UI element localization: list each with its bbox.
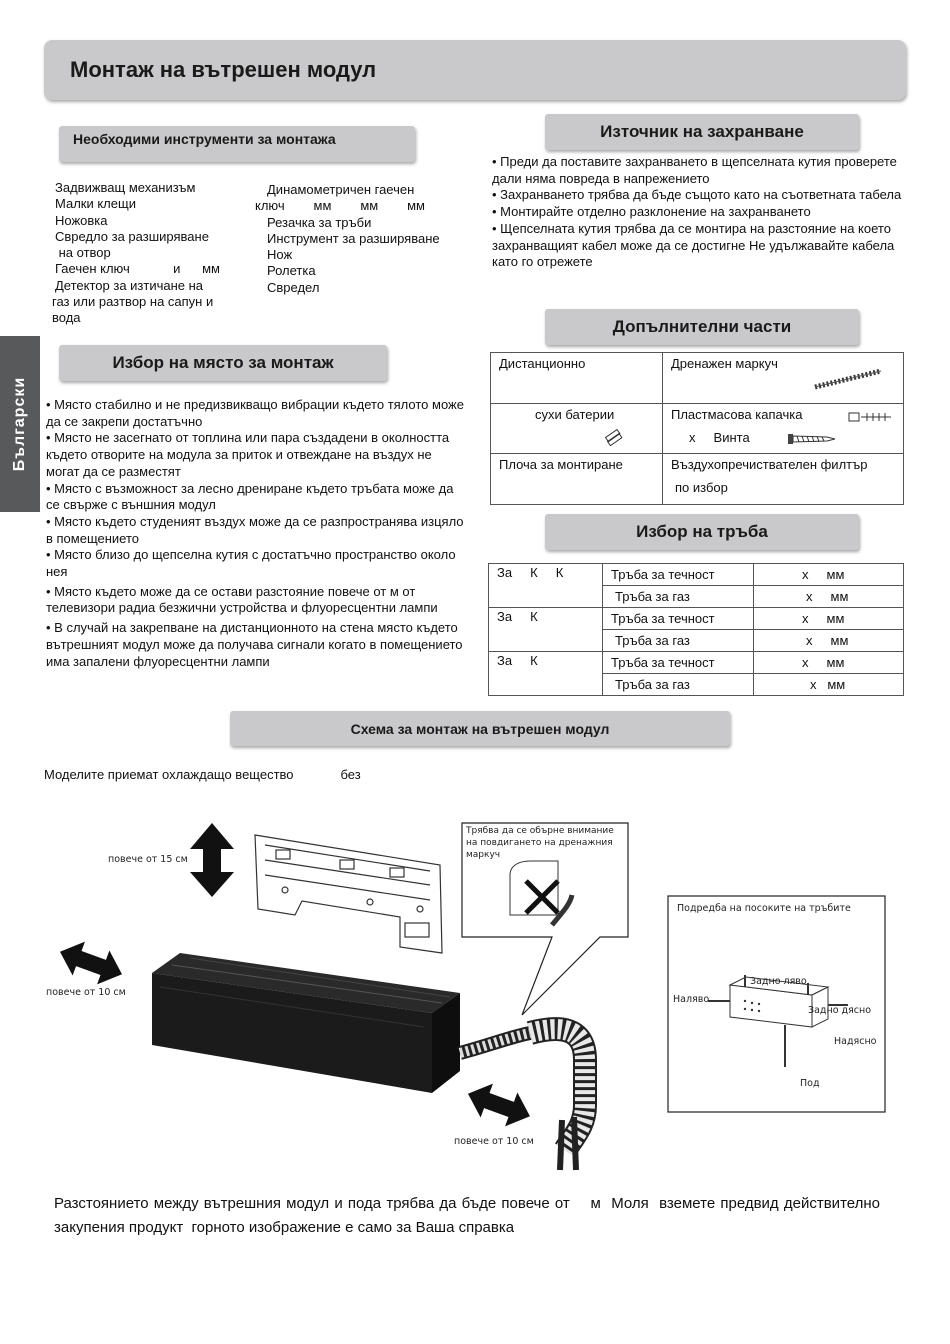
tool-item: газ или разтвор на сапун и — [52, 294, 214, 310]
power-heading — [545, 114, 859, 150]
down-label: Под — [800, 1078, 820, 1089]
drain-note-line: Трябва да се обърне внимание — [466, 826, 614, 836]
pipe-model: За К К — [489, 564, 603, 608]
left-label: Наляво — [673, 994, 710, 1005]
tool-item: Гаечен ключ и мм — [55, 261, 220, 277]
rear-right-label: Задно дясно — [808, 1005, 872, 1016]
page-title: Монтаж на вътрешен модул — [70, 57, 377, 82]
pipe-type: Тръба за течност — [603, 564, 754, 586]
drain-note — [466, 825, 614, 861]
part-label: сухи батерии — [535, 407, 615, 422]
mounting-plate — [255, 835, 442, 953]
part-label: х Винта — [689, 430, 750, 445]
extra-parts-heading — [545, 309, 859, 345]
pipe-size: х мм — [754, 674, 904, 696]
tool-item: на отвор — [55, 245, 111, 261]
part-label: Пластмасова капачка — [671, 407, 803, 422]
refrigerant-note: Моделите приемат охлаждащо вещество без — [44, 767, 361, 782]
pipe-size: х мм — [754, 630, 904, 652]
tools-col-1 — [52, 180, 252, 327]
pipe-type: Тръба за газ — [603, 586, 754, 608]
location-item: • Място където студеният въздух може да се разпространява изцяло в помещението — [46, 513, 464, 546]
tool-item: Ролетка — [267, 263, 316, 279]
pipe-heading — [545, 514, 859, 550]
power-item: • Щепселната кутия трябва да се монтира на разстояние на което захранващият кабел може да се достигне Не удължавайте кабела като го отрежете — [492, 220, 895, 270]
tool-item: ключ мм мм мм — [255, 198, 425, 214]
pipe-direction-title: Подредба на посоките на тръбите — [677, 903, 851, 914]
pipe-type: Тръба за газ — [603, 630, 754, 652]
power-item: • Преди да поставите захранването в щепселната кутия проверете дали няма повреда в напрежението — [492, 154, 897, 186]
bottom-clearance-label: повече от 10 см — [454, 1136, 534, 1147]
pipe-heading-text: Избор на тръба — [636, 522, 768, 541]
location-item: • Място стабилно и не предизвикващо вибрации където тялото може да се закрепи достатъчно — [46, 397, 464, 429]
drain-note-line: маркуч — [466, 850, 501, 860]
tools-heading — [59, 126, 415, 162]
pipe-type: Тръба за газ — [603, 674, 754, 696]
location-heading — [59, 345, 387, 381]
tool-item: Динамометричен гаечен — [267, 182, 415, 197]
bottom-clearance-arrow — [462, 1077, 536, 1133]
pipe-size: х мм — [754, 608, 904, 630]
extra-parts-table — [490, 352, 904, 505]
tools-col-2 — [255, 182, 475, 296]
side-clearance-label: повече от 10 см — [46, 987, 126, 998]
part-label: Въздухопречиствателен филтър — [671, 457, 868, 472]
tool-item: Резачка за тръби — [267, 214, 372, 230]
screw-icon — [787, 432, 837, 446]
tool-item: Свредел — [267, 279, 320, 295]
tool-item: Ножовка — [55, 212, 108, 228]
location-item: • В случай на закрепване на дистанционното на стена място където вътрешният модул може да получава сигнали когато в помещението има запалени флуоресцентни лампи — [46, 620, 463, 669]
pipe-size: х мм — [754, 586, 904, 608]
pipe-model: За К — [489, 608, 603, 652]
location-item: • Място не засегнато от топлина или пара създадени в околността където отворите на модула за приток и отвеждане на въздух не могат да се разместят — [46, 430, 450, 479]
part-cell: Дистанционно — [491, 353, 663, 404]
location-heading-text: Избор на място за монтаж — [112, 353, 334, 372]
battery-icon — [603, 428, 625, 446]
tool-item: Свредло за разширяване — [55, 228, 209, 244]
part-label: Дренажен маркуч — [671, 356, 778, 371]
drain-hose-icon — [813, 367, 885, 391]
power-item: • Монтирайте отделно разклонение на захранването — [492, 204, 811, 220]
pipe-size: х мм — [754, 652, 904, 674]
tools-heading-text: Необходими инструменти за монтажа — [73, 131, 336, 147]
part-cell — [491, 404, 663, 454]
part-cell — [663, 353, 904, 404]
tool-item: Задвижващ механизъм — [55, 180, 196, 195]
pipe-row — [489, 652, 904, 674]
pipe-row — [489, 608, 904, 630]
pipe-row — [489, 564, 904, 586]
scheme-heading — [230, 711, 730, 746]
tool-item: Детектор за изтичане на — [55, 277, 204, 293]
extra-parts-heading-text: Допълнителни части — [612, 317, 792, 336]
part-cell — [663, 404, 904, 454]
title-banner — [44, 40, 906, 100]
tool-item: Инструмент за разширяване — [267, 230, 440, 246]
left-clearance-arrow — [54, 935, 128, 991]
drain-note-line: на повдигането на дренажния — [466, 838, 613, 848]
language-side-tab — [0, 336, 40, 512]
pipe-type: Тръба за течност — [603, 608, 754, 630]
tool-item: Нож — [267, 247, 293, 263]
tool-item: вода — [52, 310, 81, 326]
part-label: по избор — [675, 480, 728, 495]
location-item: • Място с възможност за лесно дрениране където тръбата може да се свърже с външния модул — [46, 480, 454, 513]
power-item: • Захранването трябва да бъде същото като на съответната табела — [492, 187, 902, 203]
part-cell — [663, 454, 904, 505]
footer-note: Разстоянието между вътрешния модул и пода трябва да бъде повече от м Моля вземете предвид действително закупения продукт горното изображение е само за Ваша справка — [54, 1195, 885, 1236]
power-heading-text: Източник на захранване — [600, 122, 804, 141]
right-label: Надясно — [834, 1036, 877, 1047]
location-item: • Място където може да се остави разстояние повече от м от телевизори радиа безжични устройства и флуоресцентни лампи — [46, 583, 438, 616]
power-list — [492, 154, 904, 271]
indoor-unit-illustration — [152, 953, 460, 1093]
pipe-model: За К — [489, 652, 603, 696]
scheme-heading-text: Схема за монтаж на вътрешен модул — [350, 720, 610, 737]
plastic-cap-icon — [847, 410, 893, 424]
tool-item: Малки клещи — [55, 196, 136, 212]
language-tab-label: Български — [11, 376, 28, 472]
pipe-size: х мм — [754, 564, 904, 586]
part-cell: Плоча за монтиране — [491, 454, 663, 505]
top-clearance-label: повече от 15 см — [108, 854, 188, 865]
location-item: • Място близо до щепселна кутия с достатъчно пространство около нея — [46, 547, 456, 580]
vertical-clearance-arrow — [190, 823, 234, 897]
pipe-table — [488, 563, 904, 696]
location-list — [46, 397, 464, 670]
pipe-type: Тръба за течност — [603, 652, 754, 674]
rear-left-label: Задно ляво — [750, 976, 807, 987]
